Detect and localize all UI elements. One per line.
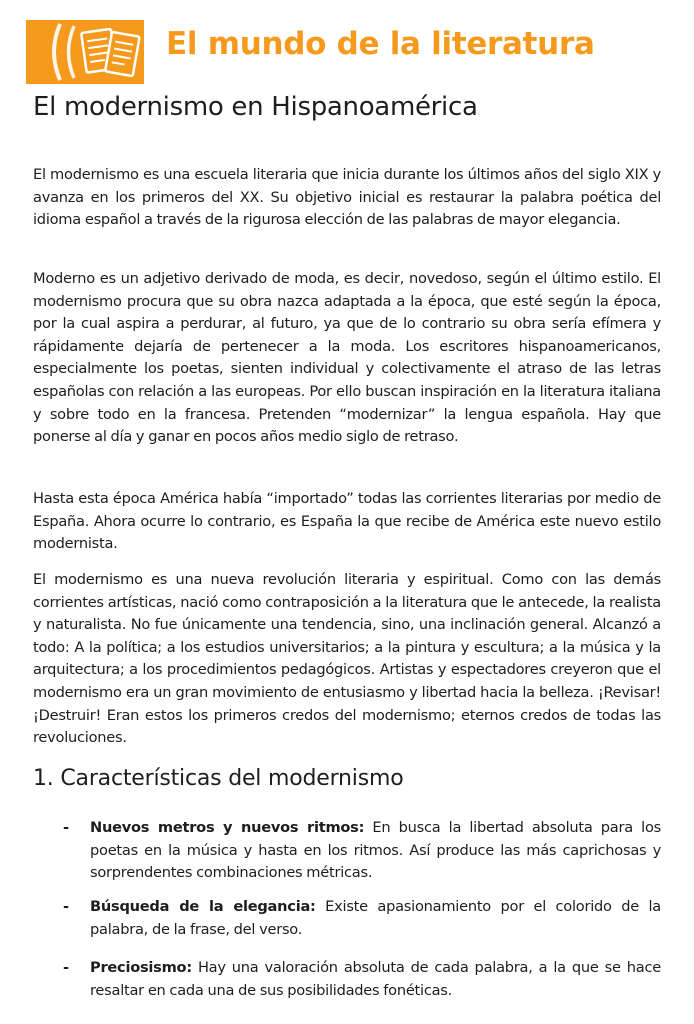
bullet-dash: - xyxy=(63,819,69,836)
bullet-content xyxy=(90,896,661,941)
paragraph-2: Moderno es un adjetivo derivado de moda, es decir, novedoso, según el último estilo. El modernismo procura que su obra nazca adaptada a la época, que esté según la época, por la cual aspira a perdurar, al futuro, ya que de lo contrario su obra sería efímera y rápidamente dejaría de pertenecer a la moda. Los escritores hispanoamericanos, especialmente los poetas, sienten individual y colectivamente el atraso de las letras españolas con relación a las europeas. Por ello buscan inspiración en la literatura italiana y sobre todo en la francesa. Pretenden “modernizar” la lengua española. Hay que ponerse al día y ganar en pocos años medio siglo de retraso. xyxy=(33,270,661,446)
section-header xyxy=(26,20,666,84)
page-title: El modernismo en Hispanoamérica xyxy=(33,92,478,122)
bullet-term: Preciosismo: xyxy=(90,959,192,976)
paragraph-3: Hasta esta época América había “importado” todas las corrientes literarias por medio de España. Ahora ocurre lo contrario, es España la que recibe de América este nuevo estilo modernista. xyxy=(33,490,661,553)
bullet-content xyxy=(90,817,661,885)
bullet-dash: - xyxy=(63,959,69,976)
section-heading-caracteristicas: 1. Características del modernismo xyxy=(33,766,404,791)
bullet-text: En busca la libertad absoluta para los poetas en la música y hasta en los ritmos. Así produce las más caprichosas y sorprendentes combinaciones métricas. xyxy=(90,819,661,882)
bullet-term: Búsqueda de la elegancia: xyxy=(90,898,316,915)
bullet-content xyxy=(90,957,661,1002)
books-papers-icon xyxy=(26,20,144,84)
list-item xyxy=(63,957,661,1002)
bullet-dash: - xyxy=(63,898,69,915)
bullet-text: Existe apasionamiento por el colorido de la palabra, de la frase, del verso. xyxy=(90,898,661,938)
bullet-term: Nuevos metros y nuevos ritmos: xyxy=(90,819,365,836)
paragraph-4: El modernismo es una nueva revolución literaria y espiritual. Como con las demás corrientes artísticas, nació como contraposición a la literatura que le antecede, la realista y naturalista. No fue únicamente una tendencia, sino, una inclinación general. Alcanzó a todo: A la política; a los estudios universitarios; a la pintura y escultura; a la música y la arquitectura; a los procedimientos pedagógicos. Artistas y espectadores creyeron que el modernismo era un gran movimiento de entusiasmo y libertad hacia la belleza. ¡Revisar! ¡Destruir! Eran estos los primeros credos del modernismo; eternos credos de todas las revoluciones. xyxy=(33,571,661,747)
paragraph-1: El modernismo es una escuela literaria que inicia durante los últimos años del siglo XIX y avanza en los primeros del XX. Su objetivo inicial es restaurar la palabra poética del idioma español a través de la rigurosa elección de las palabras de mayor elegancia. xyxy=(33,166,661,229)
list-item xyxy=(63,817,661,885)
bullet-text: Hay una valoración absoluta de cada palabra, a la que se hace resaltar en cada una de sus posibilidades fonéticas. xyxy=(90,959,661,999)
list-item xyxy=(63,896,661,941)
section-title: El mundo de la literatura xyxy=(166,26,595,62)
